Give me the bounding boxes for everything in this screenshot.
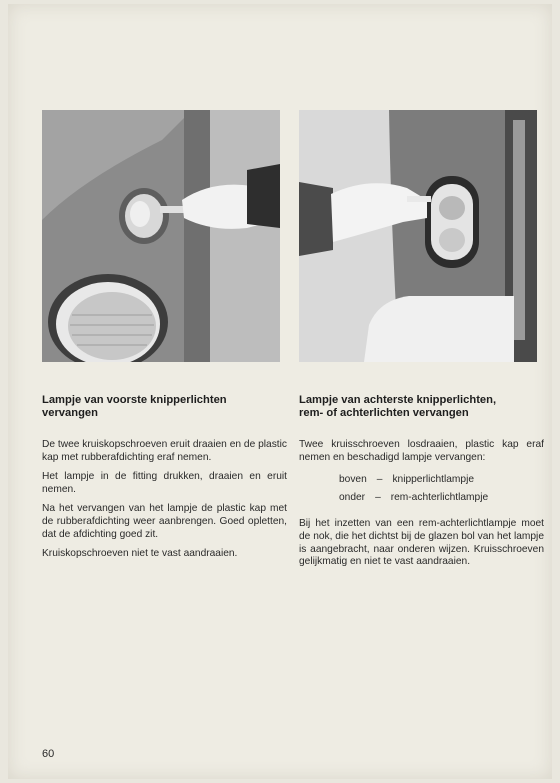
front-heading-line-1: Lampje van voorste knipperlichten xyxy=(42,394,227,406)
list-dash: – xyxy=(375,491,381,503)
list-item xyxy=(339,474,544,487)
lamp-list xyxy=(339,474,544,504)
list-dash: – xyxy=(376,474,383,486)
lamp-name: rem-achterlichtlampje xyxy=(390,491,489,503)
rear-heading-line-2: rem- of achterlichten vervangen xyxy=(299,407,469,419)
rear-light-section xyxy=(299,394,544,576)
rear-light-photo xyxy=(299,110,537,362)
front-paragraph: De twee kruiskopschroeven eruit draaien en de plastic kap met rubberafdichting eraf nemen. xyxy=(42,439,287,463)
front-paragraph: Na het vervangen van het lampje de plastic kap met de rubberafdichting weer aanbrengen. Goed opletten, dat de afdichting goed zit. xyxy=(42,503,287,540)
rear-light-heading xyxy=(299,394,544,420)
lamp-name: knipperlichtlampje xyxy=(392,474,474,486)
front-indicator-photo xyxy=(42,110,280,362)
rear-intro: Twee kruisschroeven losdraaien, plastic kap eraf nemen en beschadigd lampje vervangen: xyxy=(299,439,544,463)
front-heading-line-2: vervangen xyxy=(42,407,98,419)
page-number: 60 xyxy=(42,748,55,760)
rear-heading-line-1: Lampje van achterste knipperlichten, xyxy=(299,394,497,406)
lamp-position: boven xyxy=(339,474,367,486)
rear-closing: Bij het inzetten van een rem-achterlichtlampje moet de nok, die het dichtst bij de glazen bol van het lampje is aangebracht, naar onderen wijzen. Kruisschroeven gelijkmatig en niet te vast aandraaien. xyxy=(299,518,544,568)
manual-page xyxy=(8,4,552,779)
list-item xyxy=(339,492,544,505)
front-paragraph: Kruiskopschroeven niet te vast aandraaien. xyxy=(42,548,238,560)
front-indicator-section xyxy=(42,394,287,568)
front-paragraph: Het lampje in de fitting drukken, draaien en eruit nemen. xyxy=(42,471,287,495)
front-indicator-heading xyxy=(42,394,287,420)
lamp-position: onder xyxy=(339,491,366,503)
